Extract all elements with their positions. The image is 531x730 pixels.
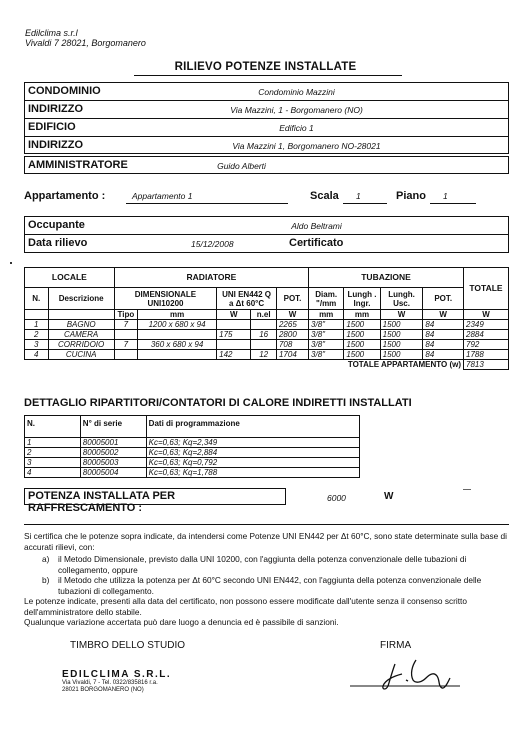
table-row: 2 CAMERA 175 16 2800 3/8" 1500 1500 84 2884 bbox=[25, 330, 509, 340]
stamp-city: 28021 BORGOMANERO (NO) bbox=[62, 687, 144, 693]
label-edificio: EDIFICIO bbox=[28, 121, 76, 133]
info-box bbox=[24, 82, 509, 154]
raffrescamento-box bbox=[24, 488, 286, 514]
signature-image bbox=[350, 652, 490, 698]
header-locale: LOCALE bbox=[25, 268, 115, 288]
label-indirizzo-edificio: INDIRIZZO bbox=[28, 139, 83, 151]
unit-w-tubo: W bbox=[423, 310, 464, 320]
ripartitori-row: 3 80005003 Kc=0,63; Kq=0,792 bbox=[25, 458, 360, 468]
timbro-label: TIMBRO DELLO STUDIO bbox=[70, 640, 186, 651]
ripartitori-row: 2 80005002 Kc=0,63; Kq=2,884 bbox=[25, 448, 360, 458]
radiatori-table bbox=[24, 267, 509, 370]
unit-w: W bbox=[217, 310, 251, 320]
occupante-box bbox=[24, 216, 509, 253]
ripartitori-header-n: N. bbox=[25, 416, 81, 438]
totale-appartamento-value: 7813 bbox=[464, 360, 509, 370]
value-condominio: Condominio Mazzini bbox=[258, 87, 335, 97]
label-piano: Piano bbox=[396, 190, 426, 202]
totale-appartamento-label: TOTALE APPARTAMENTO (w) bbox=[25, 360, 464, 370]
raffrescamento-label: POTENZA INSTALLATA PER RAFFRESCAMENTO : bbox=[28, 490, 176, 514]
amministratore-box bbox=[24, 156, 509, 174]
stamp-address: Via Vivaldi, 7 - Tel. 0322/835816 r.a. bbox=[62, 680, 158, 686]
ripartitori-row: 1 80005001 Kc=0,63; Kq=2,349 bbox=[25, 438, 360, 448]
header-descrizione: Descrizione bbox=[48, 288, 114, 310]
cert-intro: Si certifica che le potenze sopra indicate, da intendersi come Potenze UNI EN442 per Δt 60°C, sono state determinate sulla base di accurati rilievi, con: bbox=[24, 531, 507, 552]
value-indirizzo-edificio: Via Mazzini 1, Borgomanero NO-28021 bbox=[232, 141, 381, 151]
value-scala: 1 bbox=[356, 191, 361, 201]
company-name: Edilclima s.r.l bbox=[25, 28, 78, 38]
row-edificio bbox=[25, 119, 508, 137]
table-row: 1 BAGNO 7 1200 x 680 x 94 2265 3/8" 1500 1500 84 2349 bbox=[25, 320, 509, 330]
dash-mark bbox=[463, 489, 471, 490]
unit-mm: mm bbox=[138, 310, 217, 320]
appartamento-underline bbox=[126, 203, 288, 204]
value-piano: 1 bbox=[443, 191, 448, 201]
label-appartamento: Appartamento : bbox=[24, 190, 106, 202]
table-row: 4 CUCINA 142 12 1704 3/8" 1500 1500 84 1788 bbox=[25, 350, 509, 360]
label-condominio: CONDOMINIO bbox=[28, 85, 101, 97]
page-title: RILIEVO POTENZE INSTALLATE bbox=[174, 61, 357, 73]
firma-label: FIRMA bbox=[380, 640, 412, 651]
value-occupante: Aldo Beltrami bbox=[291, 221, 342, 231]
header-radiatore: RADIATORE bbox=[114, 268, 308, 288]
label-data-rilievo: Data rilievo bbox=[28, 237, 88, 249]
header-pot: POT. bbox=[276, 288, 308, 310]
table-row: 3 CORRIDOIO 7 360 x 680 x 94 708 3/8" 1500 1500 84 792 bbox=[25, 340, 509, 350]
raffrescamento-value: 6000 bbox=[327, 493, 346, 503]
value-indirizzo: Via Mazzini, 1 - Borgomanero (NO) bbox=[230, 105, 363, 115]
ripartitori-title: DETTAGLIO RIPARTITORI/CONTATORI DI CALORE INDIRETTI INSTALLATI bbox=[24, 397, 412, 409]
company-stamp bbox=[62, 669, 171, 694]
header-n: N. bbox=[25, 288, 49, 310]
unit-w-pot2: W bbox=[380, 310, 423, 320]
unit-tipo: Tipo bbox=[114, 310, 137, 320]
header-pot-tubazione: POT. bbox=[423, 288, 464, 310]
header-lungh-usc: Lungh. Usc. bbox=[380, 288, 423, 310]
header-dimensionale: DIMENSIONALE UNI10200 bbox=[114, 288, 216, 310]
ripartitori-table bbox=[24, 415, 360, 478]
company-address: Vivaldi 7 28021, Borgomanero bbox=[25, 38, 146, 48]
label-occupante: Occupante bbox=[28, 219, 85, 231]
label-amministratore: AMMINISTRATORE bbox=[28, 159, 128, 171]
scala-underline bbox=[343, 203, 387, 204]
label-certificato: Certificato bbox=[289, 237, 344, 249]
raffrescamento-unit: W bbox=[384, 491, 394, 502]
label-indirizzo: INDIRIZZO bbox=[28, 103, 83, 115]
header-totale: TOTALE bbox=[464, 268, 509, 310]
piano-underline bbox=[430, 203, 476, 204]
table-total-row bbox=[25, 360, 509, 370]
header-tubazione: TUBAZIONE bbox=[309, 268, 464, 288]
cert-b-text: il Metodo che utilizza la potenza per Δt 60°C secondo UNI EN442, con l'aggiunta della potenza convenzionale delle tubazioni di collegamento. bbox=[58, 575, 482, 596]
ripartitori-header-serie: N° di serie bbox=[80, 416, 146, 438]
value-appartamento: Appartamento 1 bbox=[132, 191, 193, 201]
unit-w-pot: W bbox=[276, 310, 308, 320]
unit-mm-diam: mm bbox=[309, 310, 344, 320]
cert-a-label: a) bbox=[42, 554, 50, 564]
row-indirizzo bbox=[25, 101, 508, 119]
separator-line bbox=[24, 524, 509, 525]
cert-paragraph-2: Qualunque variazione accertata può dare luogo a denuncia ed è passibile di sanzioni. bbox=[24, 617, 339, 627]
header-uni-en442: UNI EN442 Q a Δt 60°C bbox=[217, 288, 277, 310]
row-data-rilievo bbox=[25, 235, 508, 253]
row-condominio bbox=[25, 83, 508, 101]
unit-mm-lungh: mm bbox=[344, 310, 380, 320]
dot-mark bbox=[10, 262, 12, 264]
ripartitori-header-dati: Dati di programmazione bbox=[146, 416, 359, 438]
unit-nel: n.el bbox=[251, 310, 277, 320]
header-diam: Diam. "/mm bbox=[309, 288, 344, 310]
stamp-company-name: EDILCLIMA S.R.L. bbox=[62, 669, 172, 680]
cert-paragraph-1: Le potenze indicate, presenti alla data del certificato, non possono essere modificate dall'utente senza il consenso scritto dell'amministratore dello stabile. bbox=[24, 596, 467, 617]
cert-b-label: b) bbox=[42, 575, 50, 585]
label-scala: Scala bbox=[310, 190, 339, 202]
header-lungh-ingr: Lungh . Ingr. bbox=[344, 288, 380, 310]
value-edificio: Edificio 1 bbox=[279, 123, 314, 133]
row-occupante bbox=[25, 217, 508, 235]
title-underline bbox=[134, 75, 402, 76]
row-indirizzo-edificio bbox=[25, 137, 508, 154]
cert-a-text: il Metodo Dimensionale, previsto dalla UNI 10200, con l'aggiunta della potenza convenzionale delle tubazioni di collegamento, oppure bbox=[58, 554, 467, 575]
value-data-rilievo: 15/12/2008 bbox=[191, 239, 234, 249]
value-amministratore: Guido Alberti bbox=[217, 161, 266, 171]
unit-w-totale: W bbox=[464, 310, 509, 320]
ripartitori-row: 4 80005004 Kc=0,63; Kq=1,788 bbox=[25, 468, 360, 478]
